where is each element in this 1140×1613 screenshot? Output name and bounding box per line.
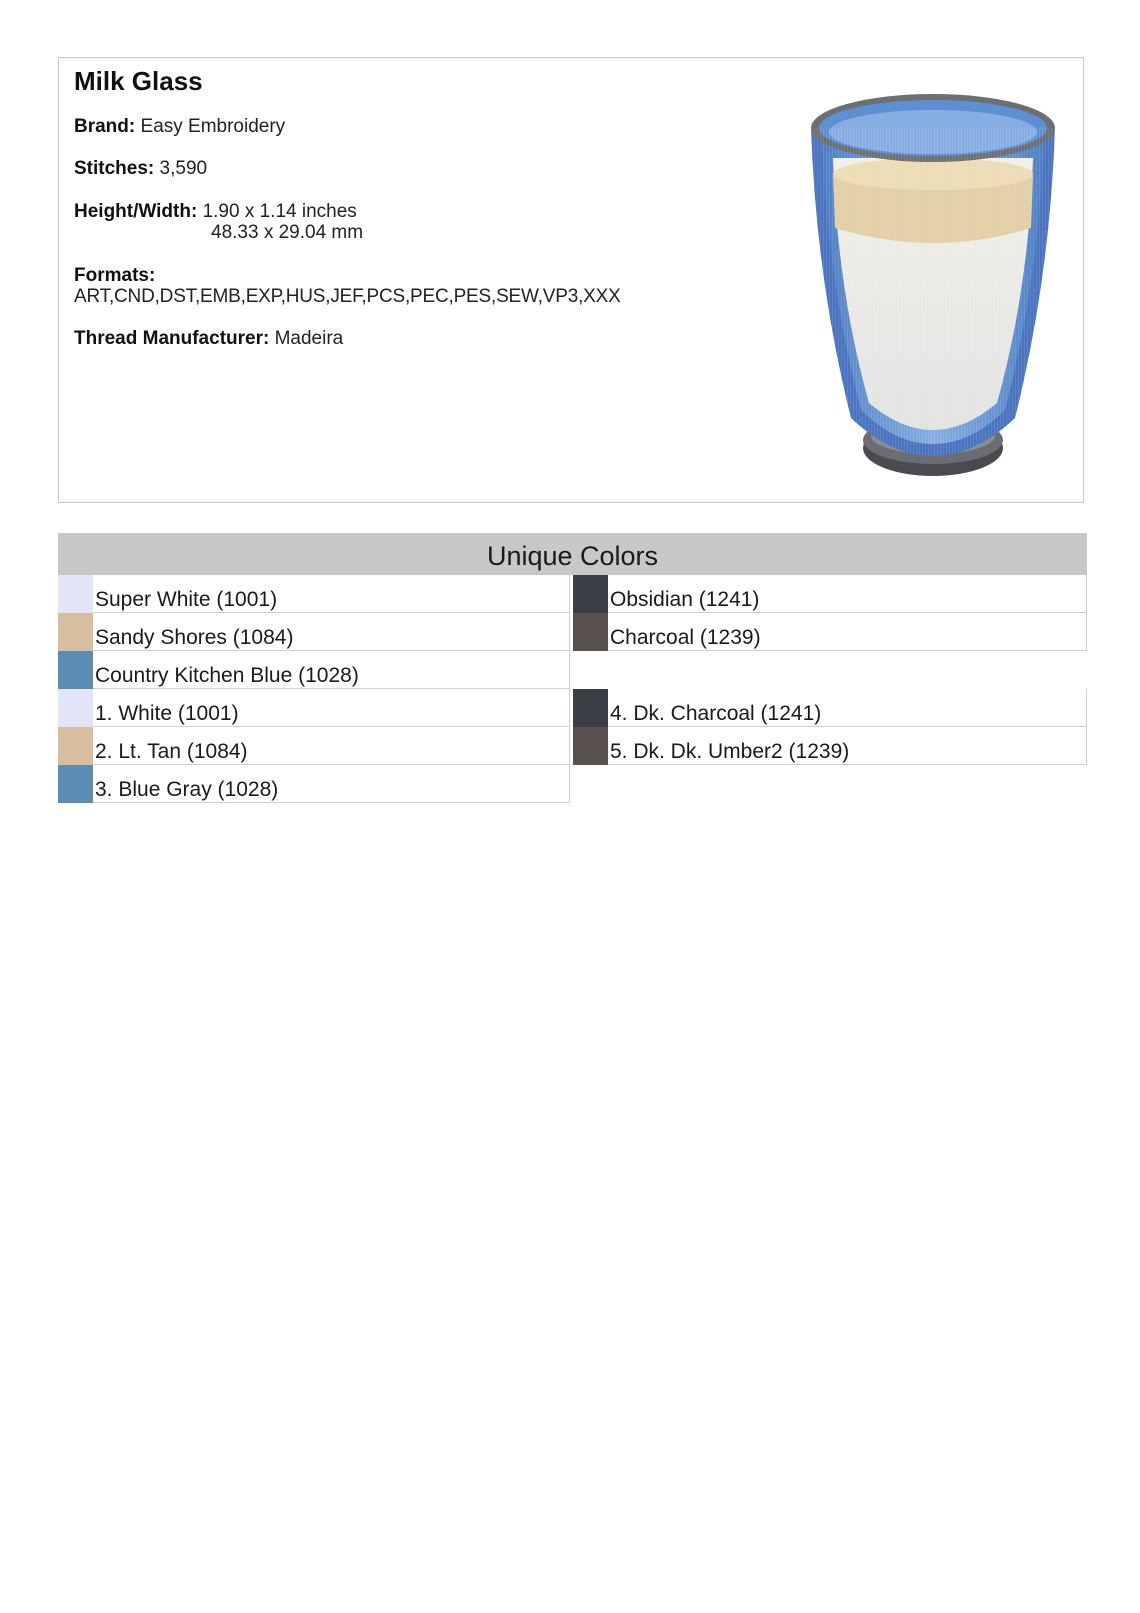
thread-manufacturer-label: Thread Manufacturer: [74,328,270,349]
thread-manufacturer-value: Madeira [274,328,344,349]
dimensions-field [74,201,357,222]
color-swatch [58,727,93,765]
color-name: Obsidian (1241) [608,575,1087,613]
color-name: Charcoal (1239) [608,613,1087,651]
color-swatch [58,613,93,651]
color-swatch [573,613,608,651]
design-info-card [58,57,1084,503]
color-name: 1. White (1001) [93,689,570,727]
thread-manufacturer-field [74,328,343,349]
dimensions-label: Height/Width: [74,201,198,222]
brand-label: Brand: [74,116,136,137]
milk-glass-embroidery-image [781,68,1081,498]
color-name: Sandy Shores (1084) [93,613,570,651]
color-swatch [58,689,93,727]
color-row [58,613,570,651]
stitches-label: Stitches: [74,158,155,179]
dimensions-inches: 1.90 x 1.14 inches [202,201,357,222]
color-row [58,651,570,689]
color-row [58,765,570,803]
formats-label: Formats: [74,265,156,286]
color-swatch [573,575,608,613]
color-swatch [58,575,93,613]
dimensions-mm: 48.33 x 29.04 mm [211,222,364,243]
stitches-field [74,158,207,179]
color-swatch [573,689,608,727]
color-row [573,727,1087,765]
color-swatch [58,765,93,803]
brand-value: Easy Embroidery [140,116,286,137]
color-name: 2. Lt. Tan (1084) [93,727,570,765]
stitches-value: 3,590 [159,158,208,179]
color-swatch [58,651,93,689]
color-row [573,575,1087,613]
brand-field [74,116,285,137]
formats-field [74,265,155,286]
color-row [573,613,1087,651]
formats-value: ART,CND,DST,EMB,EXP,HUS,JEF,PCS,PEC,PES,SEW,VP3,XXX [74,286,621,307]
color-row [573,689,1087,727]
color-swatch [573,727,608,765]
color-name: 4. Dk. Charcoal (1241) [608,689,1087,727]
unique-colors-header: Unique Colors [58,533,1087,575]
color-row [58,575,570,613]
color-name: Super White (1001) [93,575,570,613]
color-name: Country Kitchen Blue (1028) [93,651,570,689]
color-name: 3. Blue Gray (1028) [93,765,570,803]
design-title: Milk Glass [74,66,203,96]
color-row [58,727,570,765]
unique-colors-table [58,533,1087,801]
color-name: 5. Dk. Dk. Umber2 (1239) [608,727,1087,765]
color-row [58,689,570,727]
